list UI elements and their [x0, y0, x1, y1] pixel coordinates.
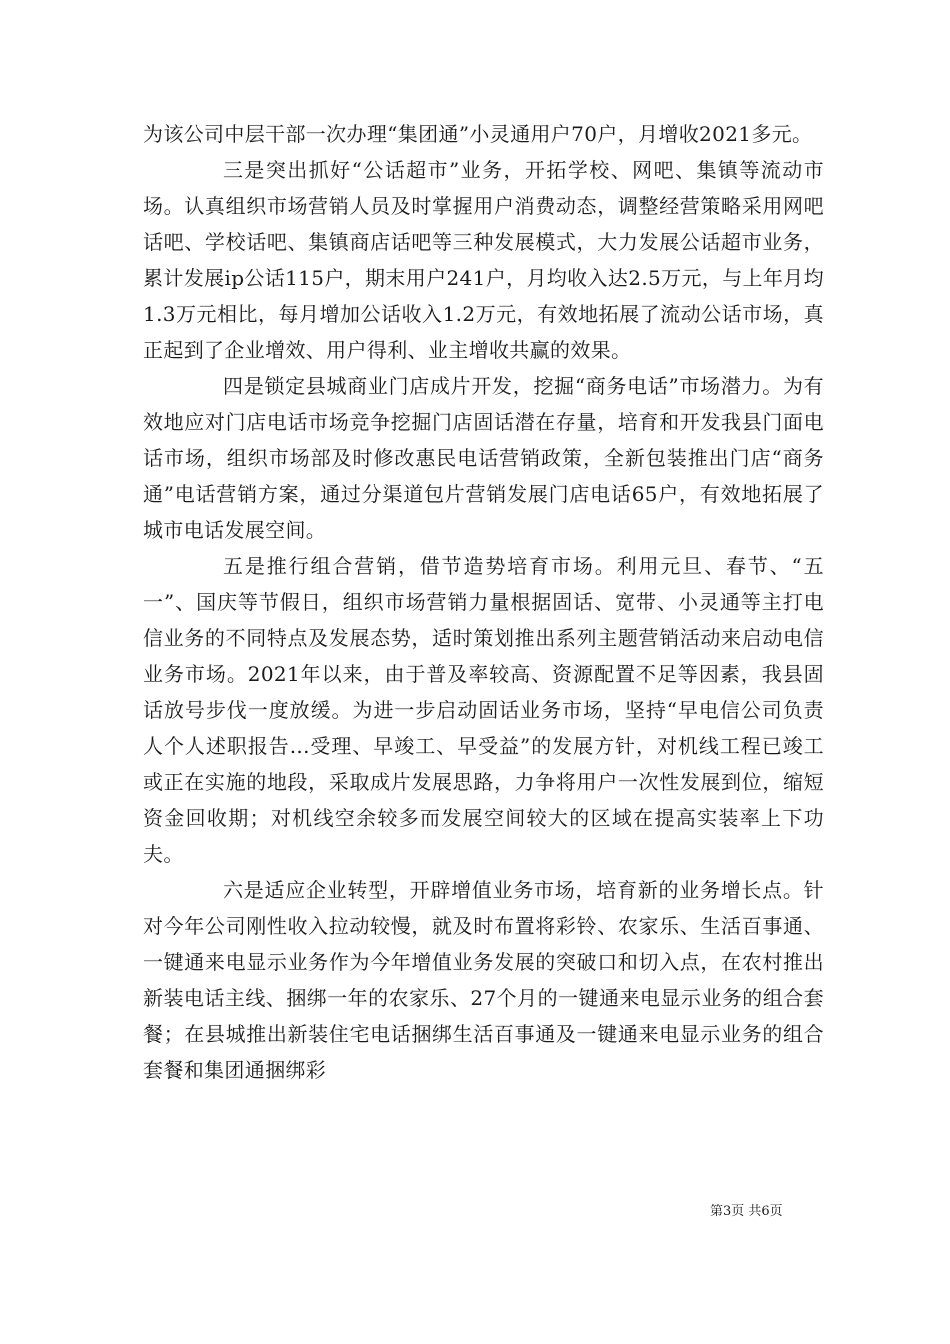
paragraph-combined-marketing: 五是推行组合营销，借节造势培育市场。利用元旦、春节、“五一”、国庆等节假日，组织市场营销力量根据固话、宽带、小灵通等主打电信业务的不同特点及发展态势，适时策划推出系列主题营销活动来启动电信业务市场。2021年以来，由于普及率较高、资源配置不足等因素，我县固话放号步伐一度放缓。为进一步启动固话业务市场，坚持“早电信公司负责人个人述职报告...受理、早竣工、早受益”的发展方针，对机线工程已竣工或正在实施的地段，采取成片发展思路，力争将用户一次性发展到位，缩短资金回收期；对机线空余较多而发展空间较大的区域在提高实装率上下功夫。	[143, 554, 824, 866]
paragraph-continued: 为该公司中层干部一次办理“集团通”小灵通用户70户，月增收2021多元。	[143, 122, 813, 146]
paragraph-business-phone-market: 四是锁定县城商业门店成片开发，挖掘“商务电话”市场潜力。为有效地应对门店电话市场竞争挖掘门店固话潜在存量，培育和开发我县门面电话市场，组织市场部及时修改惠民电话营销政策，全新包装推出门店“商务通”电话营销方案，通过分渠道包片营销发展门店电话65户，有效地拓展了城市电话发展空间。	[143, 374, 824, 542]
paragraph-public-phone-market: 三是突出抓好“公话超市”业务，开拓学校、网吧、集镇等流动市场。认真组织市场营销人员及时掌握用户消费动态，调整经营策略采用网吧话吧、学校话吧、集镇商店话吧等三种发展模式，大力发展公话超市业务，累计发展ip公话115户，期末用户241户，月均收入达2.5万元，与上年月均1.3万元相比，每月增加公话收入1.2万元，有效地拓展了流动公话市场，真正起到了企业增效、用户得利、业主增收共赢的效果。	[143, 158, 824, 362]
page-number: 第3页 共6页	[710, 1204, 783, 1219]
document-body	[143, 116, 824, 1088]
paragraph-value-added-services: 六是适应企业转型，开辟增值业务市场，培育新的业务增长点。针对今年公司刚性收入拉动较慢，就及时布置将彩铃、农家乐、生活百事通、一键通来电显示业务作为今年增值业务发展的突破口和切入点，在农村推出新装电话主线、捆绑一年的农家乐、27个月的一键通来电显示业务的组合套餐；在县城推出新装住宅电话捆绑生活百事通及一键通来电显示业务的组合套餐和集团通捆绑彩	[143, 878, 824, 1082]
